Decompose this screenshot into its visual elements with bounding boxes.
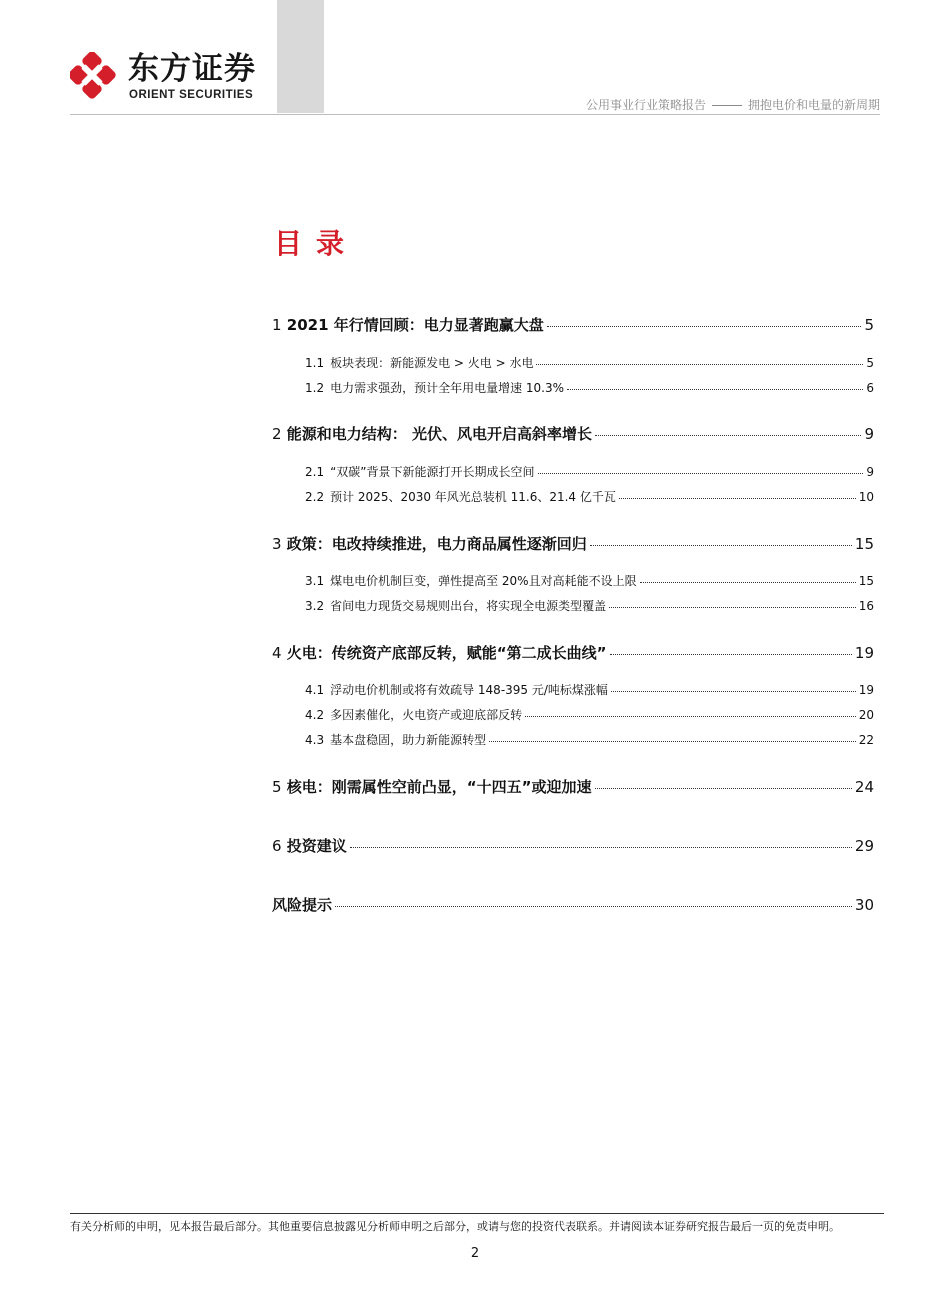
toc-entry-label: 4.3 基本盘稳固，助力新能源转型	[305, 733, 487, 747]
toc-entry-label: 2.1 “双碳”背景下新能源打开长期成长空间	[305, 465, 535, 479]
report-subtitle: 拥抱电价和电量的新周期	[747, 98, 880, 112]
toc-entry-label: 2 能源和电力结构： 光伏、风电开启高斜率增长	[272, 425, 593, 443]
toc-page-number: 16	[858, 599, 874, 613]
toc-entry-1-2[interactable]	[305, 379, 874, 396]
toc-page-number: 29	[854, 837, 874, 855]
toc-page-number: 6	[866, 381, 874, 395]
toc-dot-leader	[595, 788, 852, 789]
toc-entry-1-1[interactable]	[305, 354, 874, 371]
header-accent-block	[277, 0, 324, 113]
footer-disclaimer: 有关分析师的申明，见本报告最后部分。其他重要信息披露见分析师申明之后部分，或请与您的投资代表联系。并请阅读本证券研究报告最后一页的免责申明。	[70, 1220, 840, 1233]
toc-entry-label: 3.2 省间电力现货交易规则出台，将实现全电源类型覆盖	[305, 599, 607, 613]
orient-securities-logo-icon	[70, 52, 120, 102]
toc-dot-leader	[610, 654, 852, 655]
toc-entry-2-1[interactable]	[305, 463, 874, 480]
page-number: 2	[470, 1246, 480, 1261]
toc-entry-label: 6 投资建议	[272, 837, 347, 855]
toc-page-number: 30	[854, 896, 874, 914]
toc-entry-1[interactable]	[272, 314, 874, 335]
toc-entry-4-2[interactable]	[305, 706, 874, 723]
toc-page-number: 22	[858, 733, 874, 747]
toc-page-number: 15	[854, 535, 874, 553]
toc-title: 目录	[274, 227, 359, 260]
company-logo	[70, 52, 270, 104]
toc-page-number: 24	[854, 778, 874, 796]
toc-entry-4-3[interactable]	[305, 731, 874, 748]
footer-divider	[70, 1213, 884, 1214]
toc-dot-leader	[590, 545, 852, 546]
toc-dot-leader	[619, 498, 856, 499]
toc-page-number: 9	[866, 465, 874, 479]
toc-entry-label: 5 核电：刚需属性空前凸显，“十四五”或迎加速	[272, 778, 592, 796]
header-dash-separator	[712, 105, 742, 106]
toc-entry-3-1[interactable]	[305, 572, 874, 589]
toc-entry-label: 3.1 煤电电价机制巨变，弹性提高至 20%且对高耗能不设上限	[305, 574, 637, 588]
toc-page-number: 10	[858, 490, 874, 504]
toc-dot-leader	[611, 691, 856, 692]
toc-entry-label: 1 2021 年行情回顾：电力显著跑赢大盘	[272, 316, 544, 334]
toc-entry-2[interactable]	[272, 423, 874, 444]
toc-entry-label: 2.2 预计 2025、2030 年风光总装机 11.6、21.4 亿千瓦	[305, 490, 616, 504]
toc-dot-leader	[640, 582, 856, 583]
toc-page-number: 5	[866, 356, 874, 370]
toc-dot-leader	[595, 435, 861, 436]
toc-entry-label: 风险提示	[272, 896, 333, 914]
toc-page-number: 19	[854, 644, 874, 662]
toc-entry-2-2[interactable]	[305, 488, 874, 505]
toc-page-number: 9	[864, 425, 874, 443]
report-header-title	[586, 96, 880, 113]
toc-dot-leader	[335, 906, 852, 907]
header-divider	[70, 114, 880, 115]
toc-entry-risk[interactable]	[272, 894, 874, 915]
logo-name-en: ORIENT SECURITIES	[129, 89, 254, 101]
toc-page-number: 20	[858, 708, 874, 722]
toc-page-number: 15	[858, 574, 874, 588]
toc-entry-label: 4.2 多因素催化，火电资产或迎底部反转	[305, 708, 523, 722]
toc-dot-leader	[567, 389, 863, 390]
toc-dot-leader	[547, 326, 862, 327]
toc-page-number: 5	[864, 316, 874, 334]
toc-entry-3-2[interactable]	[305, 597, 874, 614]
toc-dot-leader	[525, 716, 856, 717]
toc-dot-leader	[538, 473, 864, 474]
toc-entry-4-1[interactable]	[305, 681, 874, 698]
toc-entry-6[interactable]	[272, 835, 874, 856]
toc-dot-leader	[536, 364, 863, 365]
toc-entry-5[interactable]	[272, 776, 874, 797]
toc-dot-leader	[489, 741, 856, 742]
toc-entry-label: 4 火电：传统资产底部反转，赋能“第二成长曲线”	[272, 644, 607, 662]
toc-dot-leader	[609, 607, 856, 608]
toc-entry-label: 4.1 浮动电价机制或将有效疏导 148-395 元/吨标煤涨幅	[305, 683, 608, 697]
toc-dot-leader	[350, 847, 852, 848]
toc-entry-label: 1.2 电力需求强劲，预计全年用电量增速 10.3%	[305, 381, 565, 395]
toc-entry-label: 3 政策：电改持续推进，电力商品属性逐渐回归	[272, 535, 587, 553]
toc-entry-3[interactable]	[272, 533, 874, 554]
report-category: 公用事业行业策略报告	[585, 98, 706, 112]
toc-entry-4[interactable]	[272, 642, 874, 663]
toc-page-number: 19	[858, 683, 874, 697]
toc-entry-label: 1.1 板块表现：新能源发电 > 火电 > 水电	[305, 356, 534, 370]
logo-name-cn: 东方证券	[128, 51, 256, 87]
